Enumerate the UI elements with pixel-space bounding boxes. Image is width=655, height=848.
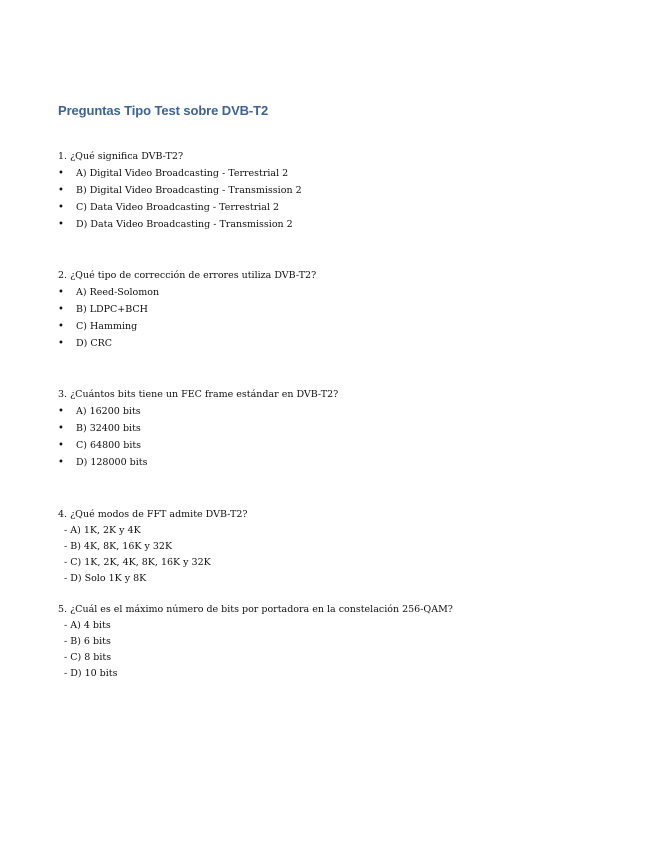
option-item: - D) Solo 1K y 8K xyxy=(64,573,147,584)
options-list xyxy=(58,284,618,352)
question-4 xyxy=(58,507,618,587)
document-title: Preguntas Tipo Test sobre DVB-T2 xyxy=(58,103,269,118)
option-text: A) Reed-Solomon xyxy=(76,287,160,298)
options-list xyxy=(58,618,618,682)
option-text: B) LDPC+BCH xyxy=(76,304,148,315)
question-5 xyxy=(58,602,618,682)
option-item: - A) 1K, 2K y 4K xyxy=(64,525,141,536)
option-text: C) Hamming xyxy=(76,321,138,332)
question-title: 5. ¿Cuál es el máximo número de bits por portadora en la constelación 256-QAM? xyxy=(58,604,453,615)
bullet-icon: • xyxy=(58,338,64,349)
option-item xyxy=(58,437,618,454)
bullet-icon: • xyxy=(58,168,64,179)
option-item: - A) 4 bits xyxy=(64,620,111,631)
question-1 xyxy=(58,149,618,233)
option-item xyxy=(58,199,618,216)
question-2 xyxy=(58,268,618,352)
option-item: - C) 1K, 2K, 4K, 8K, 16K y 32K xyxy=(64,557,211,568)
option-text: D) 128000 bits xyxy=(76,457,148,468)
option-item: - B) 6 bits xyxy=(64,636,111,647)
option-item xyxy=(58,335,618,352)
option-text: C) Data Video Broadcasting - Terrestrial 2 xyxy=(76,202,280,213)
options-list xyxy=(58,403,618,471)
question-title: 4. ¿Qué modos de FFT admite DVB-T2? xyxy=(58,509,248,520)
bullet-icon: • xyxy=(58,202,64,213)
option-text: A) 16200 bits xyxy=(76,406,141,417)
option-item xyxy=(58,284,618,301)
option-item xyxy=(58,454,618,471)
option-text: B) 32400 bits xyxy=(76,423,141,434)
option-item: - D) 10 bits xyxy=(64,668,118,679)
question-3 xyxy=(58,387,618,471)
option-item: - B) 4K, 8K, 16K y 32K xyxy=(64,541,173,552)
bullet-icon: • xyxy=(58,219,64,230)
option-text: D) CRC xyxy=(76,338,113,349)
option-item xyxy=(58,165,618,182)
options-list xyxy=(58,165,618,233)
option-item xyxy=(58,318,618,335)
question-title: 2. ¿Qué tipo de corrección de errores utiliza DVB-T2? xyxy=(58,270,317,281)
option-item xyxy=(58,403,618,420)
options-list xyxy=(58,523,618,587)
bullet-icon: • xyxy=(58,423,64,434)
option-text: B) Digital Video Broadcasting - Transmission 2 xyxy=(76,185,302,196)
question-title: 3. ¿Cuántos bits tiene un FEC frame estándar en DVB-T2? xyxy=(58,389,339,400)
bullet-icon: • xyxy=(58,457,64,468)
bullet-icon: • xyxy=(58,287,64,298)
bullet-icon: • xyxy=(58,406,64,417)
option-item xyxy=(58,182,618,199)
option-text: A) Digital Video Broadcasting - Terrestrial 2 xyxy=(76,168,289,179)
option-text: C) 64800 bits xyxy=(76,440,142,451)
option-text: D) Data Video Broadcasting - Transmission 2 xyxy=(76,219,293,230)
bullet-icon: • xyxy=(58,304,64,315)
question-title: 1. ¿Qué significa DVB-T2? xyxy=(58,151,184,162)
bullet-icon: • xyxy=(58,321,64,332)
option-item: - C) 8 bits xyxy=(64,652,112,663)
option-item xyxy=(58,301,618,318)
option-item xyxy=(58,420,618,437)
option-item xyxy=(58,216,618,233)
bullet-icon: • xyxy=(58,440,64,451)
bullet-icon: • xyxy=(58,185,64,196)
